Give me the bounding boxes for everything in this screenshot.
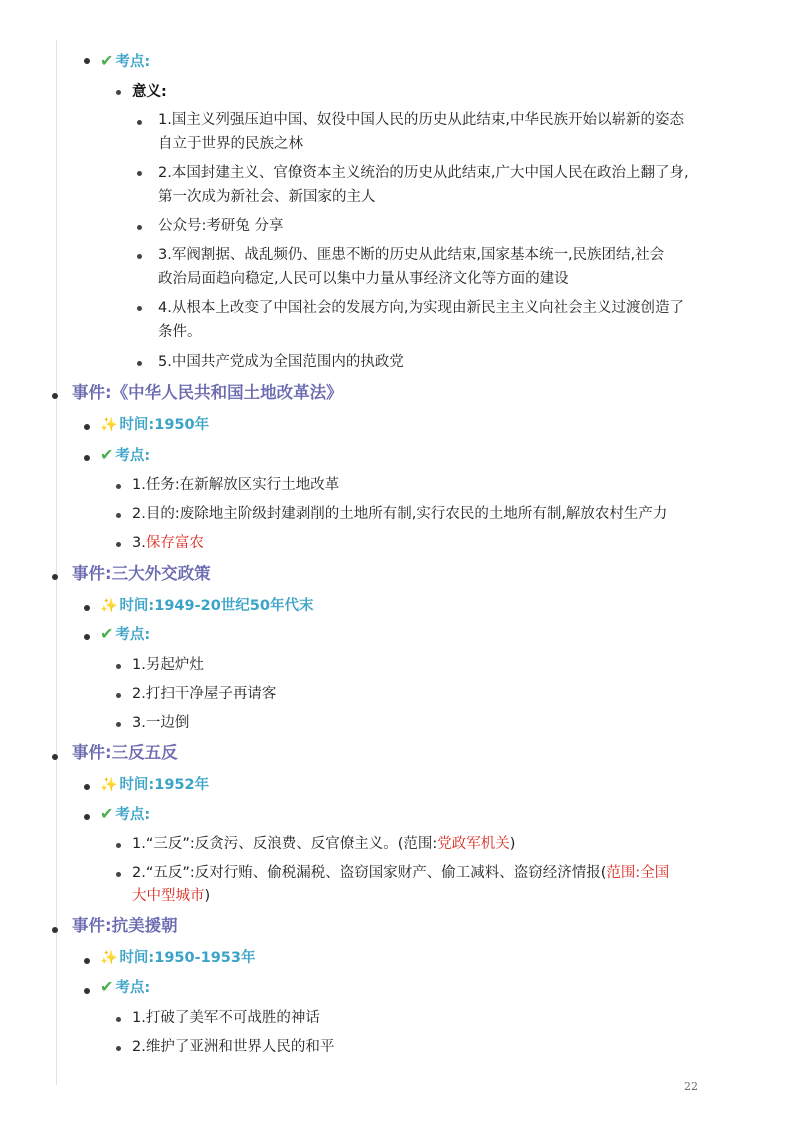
check-icon: ✔: [100, 624, 114, 643]
bullet: [52, 927, 58, 933]
time-heading: ✨ 时间:1949-20世纪50年代末: [100, 598, 314, 614]
list-item-cont: 条件。: [158, 324, 202, 340]
bullet: [84, 58, 90, 64]
bullet: [84, 958, 90, 964]
bullet: [116, 484, 121, 489]
sparkle-icon: ✨: [100, 417, 118, 433]
bullet: [84, 634, 90, 640]
bullet: [137, 120, 142, 125]
list-item: 2.本国封建主义、官僚资本主义统治的历史从此结束,广大中国人民在政治上翻了身,: [158, 165, 689, 181]
event-prefix: 事件:: [72, 743, 112, 762]
bullet: [116, 542, 121, 547]
kaodian-heading: ✔ 考点:: [100, 51, 151, 70]
event-prefix: 事件:: [72, 564, 112, 583]
bullet: [52, 574, 58, 580]
bullet: [84, 784, 90, 790]
bullet: [52, 393, 58, 399]
bullet: [116, 843, 121, 848]
time-heading: ✨ 时间:1952年: [100, 777, 210, 793]
bullet: [116, 693, 121, 698]
list-item: 2.“五反”:反对行贿、偷税漏税、盗窃国家财产、偷工减料、盗窃经济情报(范围:全国: [132, 865, 670, 881]
bullet: [84, 455, 90, 461]
bullet: [137, 361, 142, 366]
event-prefix: 事件:: [72, 383, 112, 402]
bullet: [137, 171, 142, 176]
bullet: [137, 254, 142, 259]
kaodian-heading: ✔ 考点:: [100, 804, 151, 823]
list-item: 2.维护了亚洲和世界人民的和平: [132, 1039, 335, 1055]
list-item: 3.一边倒: [132, 715, 190, 731]
event-heading: [72, 564, 211, 584]
bullet: [137, 225, 142, 230]
bullet: [84, 988, 90, 994]
bullet: [84, 605, 90, 611]
bullet: [116, 1046, 121, 1051]
list-item-cont: 自立于世界的民族之林: [158, 136, 303, 152]
list-item: 2.目的:废除地主阶级封建剥削的土地所有制,实行农民的土地所有制,解放农村生产力: [132, 506, 668, 522]
list-item-cont: 大中型城市): [132, 888, 211, 904]
kaodian-heading: ✔ 考点:: [100, 977, 151, 996]
check-icon: ✔: [100, 977, 114, 996]
event-title: 三反五反: [111, 743, 178, 762]
event-heading: [72, 383, 343, 403]
event-heading: [72, 916, 178, 936]
time-heading: ✨ 时间:1950-1953年: [100, 950, 256, 966]
check-icon: ✔: [100, 445, 114, 464]
bullet: [116, 1017, 121, 1022]
event-title: 《中华人民共和国土地改革法》: [111, 383, 343, 402]
check-icon: ✔: [100, 51, 114, 70]
list-item: 公众号:考研兔 分享: [158, 218, 284, 234]
bullet: [137, 306, 142, 311]
event-heading: [72, 743, 178, 763]
bullet: [84, 814, 90, 820]
kaodian-heading: ✔ 考点:: [100, 445, 151, 464]
list-item-cont: 政治局面趋向稳定,人民可以集中力量从事经济文化等方面的建设: [158, 271, 569, 287]
bullet: [84, 424, 90, 430]
page-number: 22: [684, 1080, 698, 1093]
sparkle-icon: ✨: [100, 598, 118, 614]
yiyi-heading: 意义:: [132, 84, 167, 100]
check-icon: ✔: [100, 804, 114, 823]
kaodian-heading: ✔ 考点:: [100, 624, 151, 643]
list-item: 1.打破了美军不可战胜的神话: [132, 1010, 320, 1026]
list-item-cont: 第一次成为新社会、新国家的主人: [158, 189, 376, 205]
time-heading: ✨ 时间:1950年: [100, 417, 210, 433]
bullet: [116, 90, 121, 95]
sparkle-icon: ✨: [100, 950, 118, 966]
event-title: 三大外交政策: [111, 564, 211, 583]
bullet: [116, 513, 121, 518]
list-item: 3.军阀割据、战乱频仍、匪患不断的历史从此结束,国家基本统一,民族团结,社会: [158, 247, 665, 263]
list-item: 4.从根本上改变了中国社会的发展方向,为实现由新民主主义向社会主义过渡创造了: [158, 300, 684, 316]
event-title: 抗美援朝: [111, 916, 178, 935]
list-item: 3.保存富农: [132, 535, 204, 551]
sparkle-icon: ✨: [100, 777, 118, 793]
list-item: 1.任务:在新解放区实行土地改革: [132, 477, 340, 493]
bullet: [52, 754, 58, 760]
list-item: 1.国主义列强压迫中国、奴役中国人民的历史从此结束,中华民族开始以崭新的姿态: [158, 112, 684, 128]
event-prefix: 事件:: [72, 916, 112, 935]
bullet: [116, 664, 121, 669]
list-item: 1.另起炉灶: [132, 657, 204, 673]
bullet: [116, 722, 121, 727]
bullet: [116, 872, 121, 877]
list-item: 1.“三反”:反贪污、反浪费、反官僚主义。(范围:党政军机关): [132, 836, 516, 852]
list-item: 5.中国共产党成为全国范围内的执政党: [158, 354, 404, 370]
list-item: 2.打扫干净屋子再请客: [132, 686, 277, 702]
